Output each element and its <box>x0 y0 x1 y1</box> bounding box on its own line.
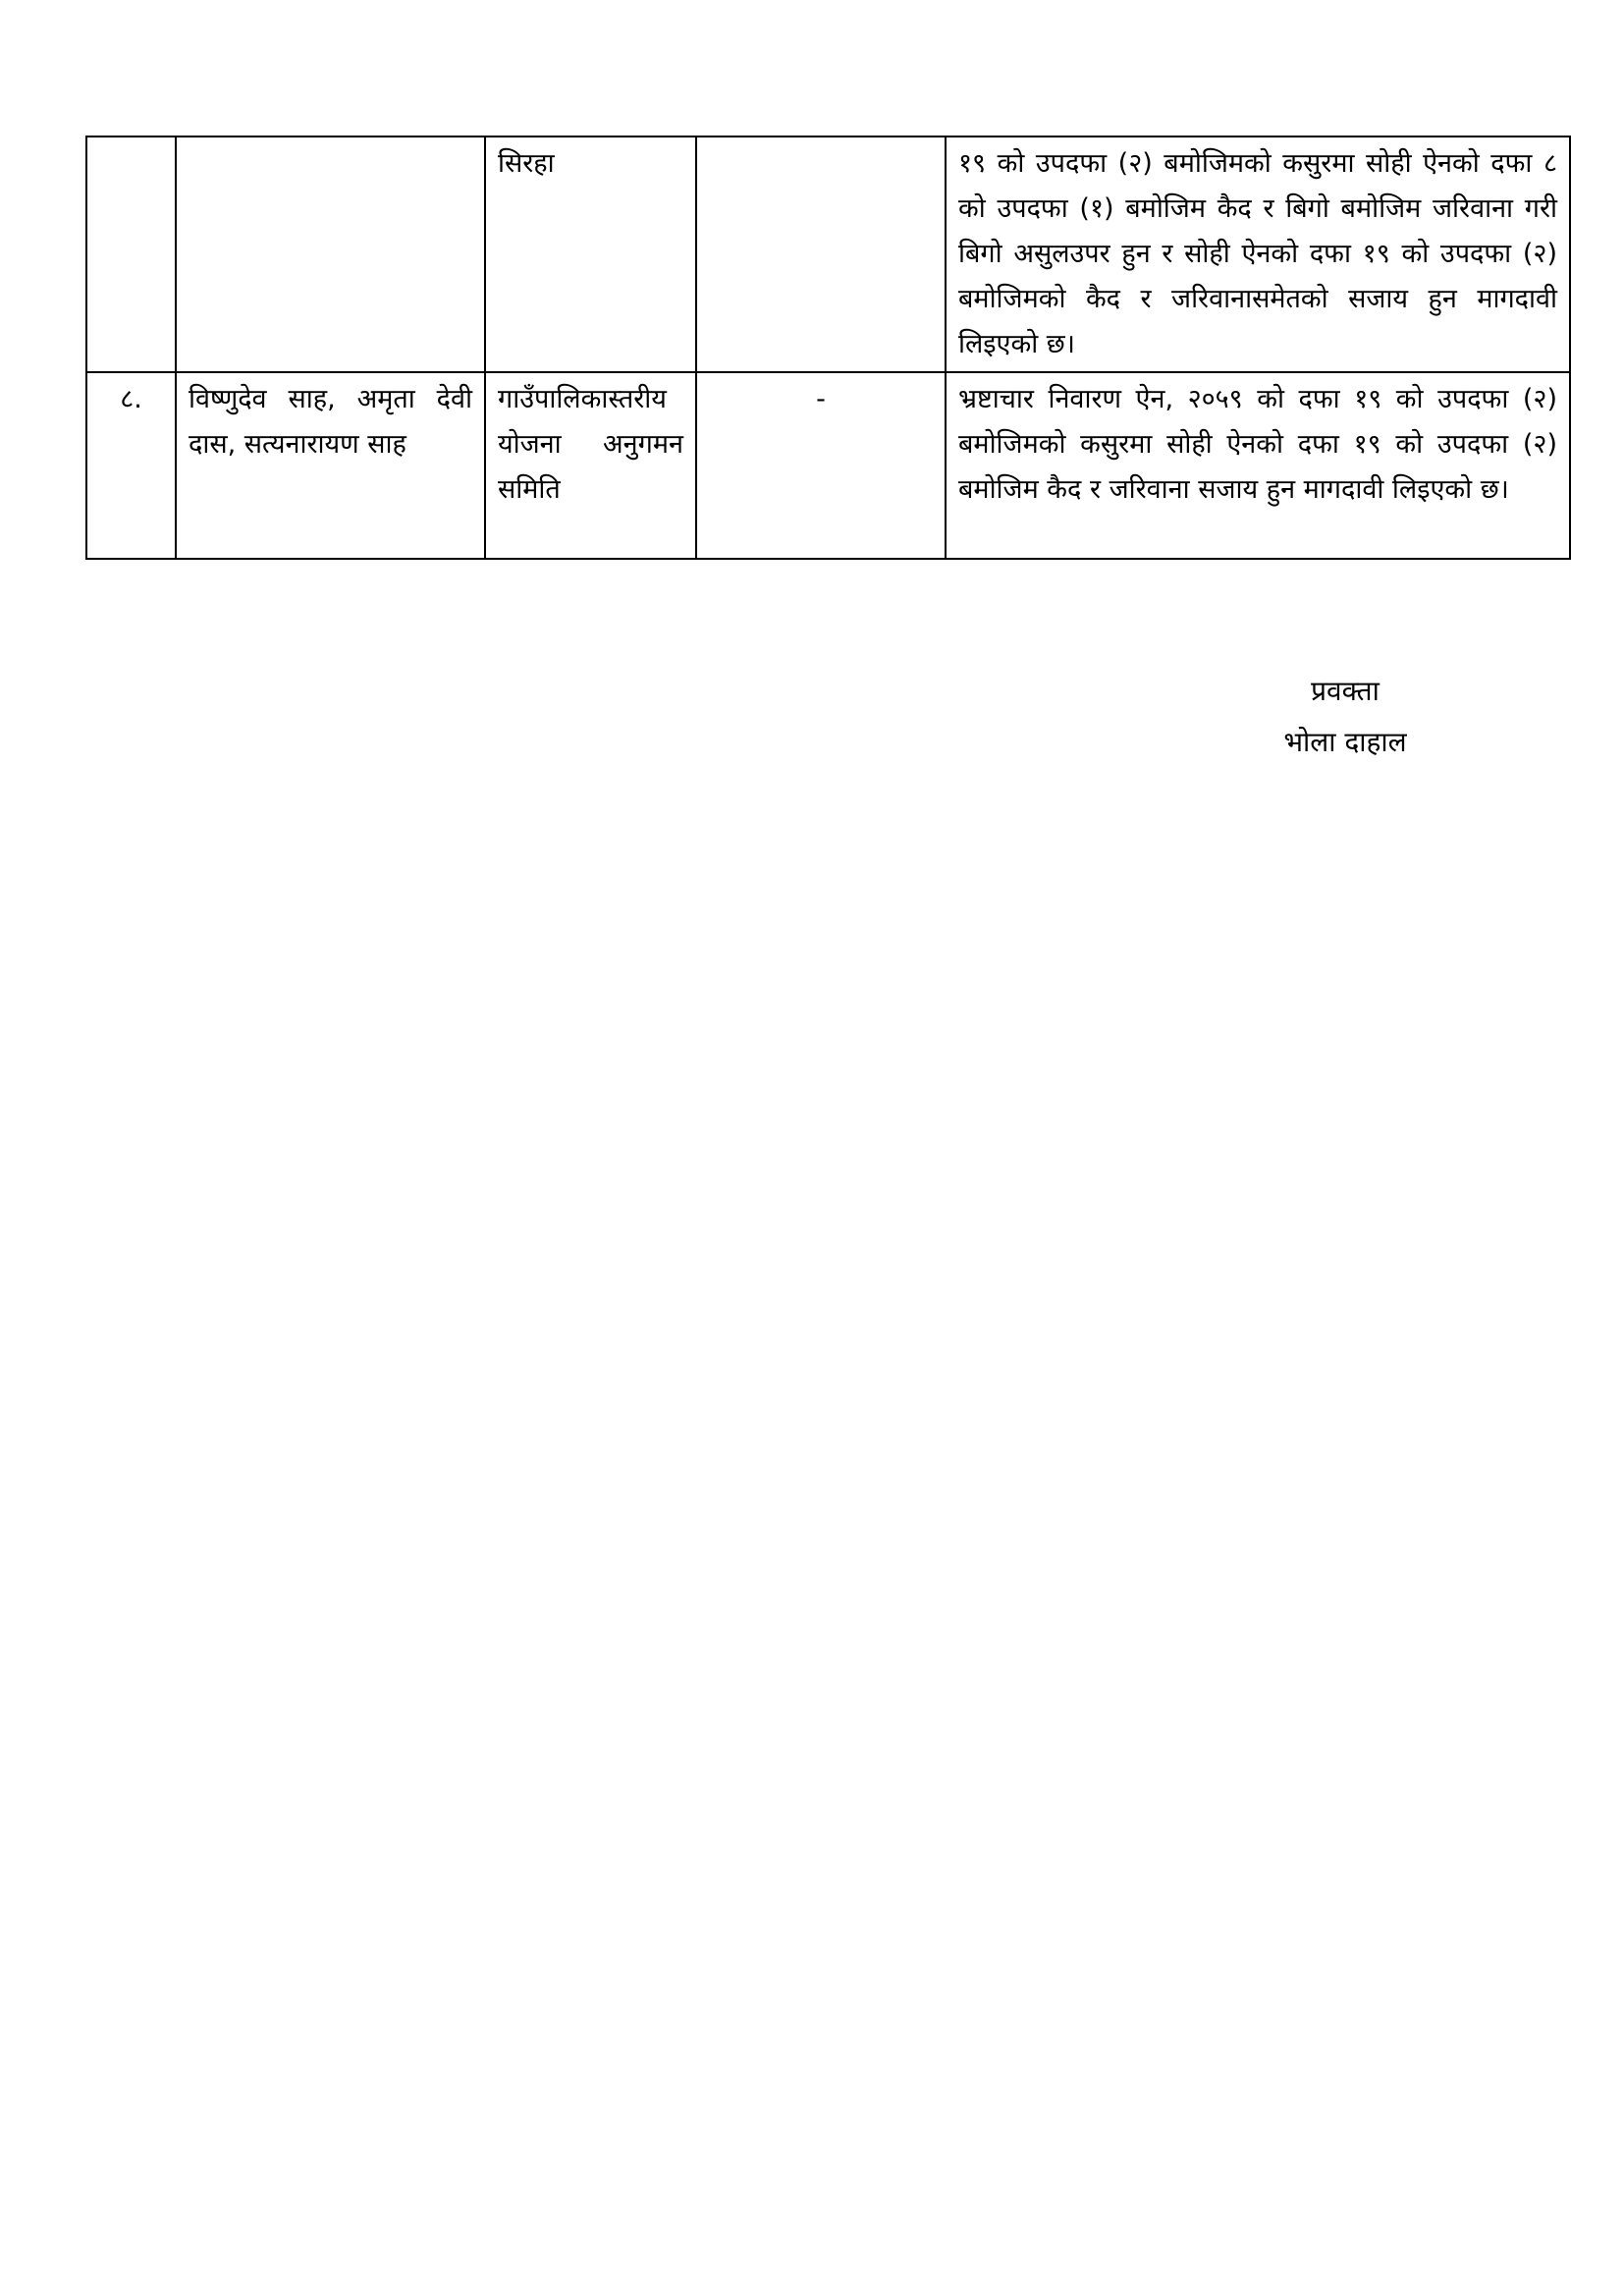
charge-cell: भ्रष्टाचार निवारण ऐन, २०५९ को दफा १९ को उपदफा (२) बमोजिमको कसुरमा सोही ऐनको दफा १९ को उपदफा (२) बमोजिम कैद र जरिवाना सजाय हुन मागदावी लिइएको छ। <box>946 372 1570 559</box>
office-cell: गाउँपालिकास्तरीय योजना अनुगमन समिति <box>485 372 696 559</box>
case-table <box>85 136 1571 560</box>
accused-cell <box>176 137 485 372</box>
table-row <box>86 137 1570 372</box>
accused-cell: विष्णुदेव साह, अमृता देवी दास, सत्यनारायण साह <box>176 372 485 559</box>
office-cell: सिरहा <box>485 137 696 372</box>
signature-title: प्रवक्ता <box>1311 675 1380 707</box>
signature-block <box>1218 666 1473 768</box>
signature-name: भोला दाहाल <box>1283 726 1407 758</box>
table-row <box>86 372 1570 559</box>
amount-cell: - <box>696 372 946 559</box>
serial-cell: ८. <box>86 372 176 559</box>
amount-cell <box>696 137 946 372</box>
serial-cell <box>86 137 176 372</box>
charge-cell: १९ को उपदफा (२) बमोजिमको कसुरमा सोही ऐनको दफा ८ को उपदफा (१) बमोजिम कैद र बिगो बमोजिम जरिवाना गरी बिगो असुलउपर हुन र सोही ऐनको दफा १९ को उपदफा (२) बमोजिमको कैद र जरिवानासमेतको सजाय हुन मागदावी लिइएको छ। <box>946 137 1570 372</box>
